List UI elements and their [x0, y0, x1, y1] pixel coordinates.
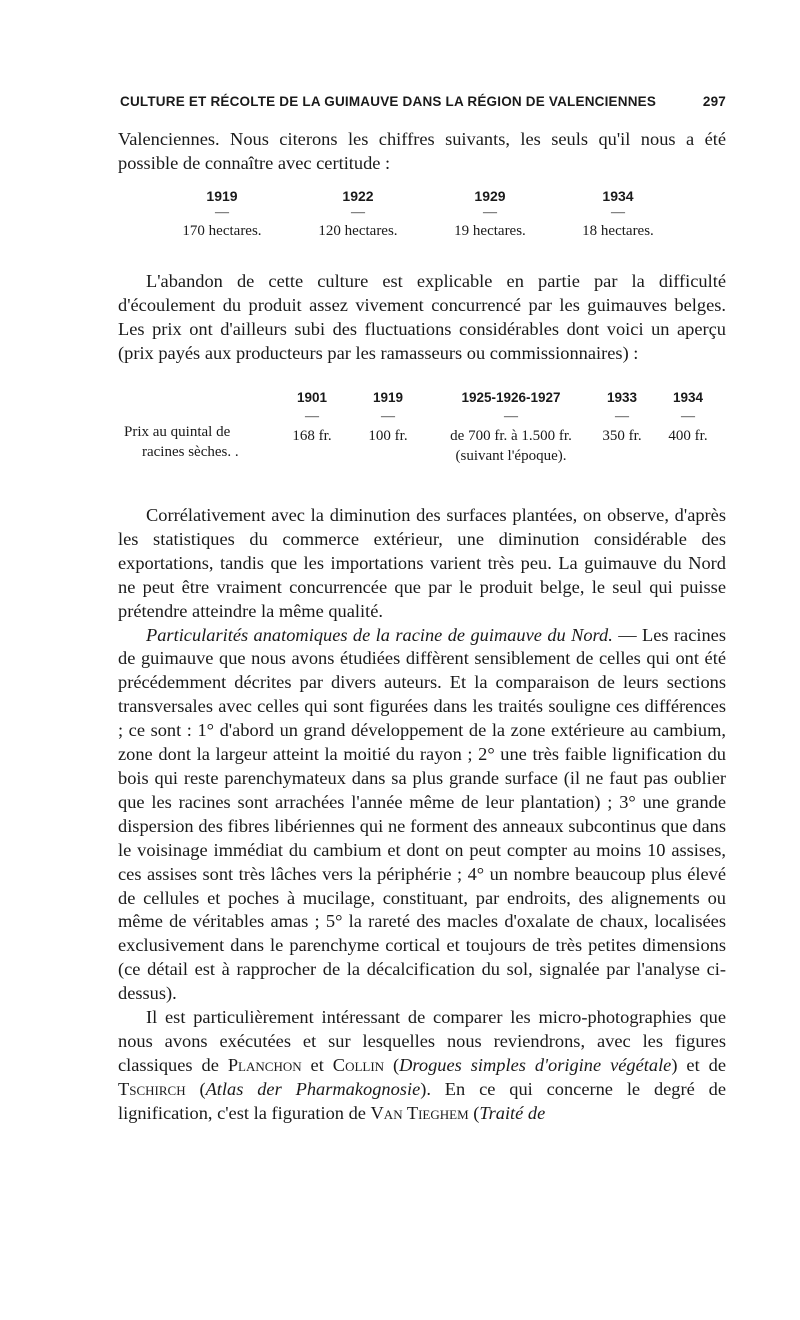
dash-cell: — [615, 409, 629, 424]
paragraph-3: Corrélativement avec la diminution des surfaces plantées, on observe, d'après les statistiques du commerce extérieur, une diminution considérable des exportations, tandis que les importations varient très peu. La guimauve du Nord ne peut être vraiment concurrencée que par le produit belge, le seul qui puisse prétendre atteindre la même qualité. [118, 505, 726, 621]
value-cell: 100 fr. [368, 428, 408, 444]
text-run: ( [468, 1102, 480, 1123]
table-prix [118, 388, 726, 480]
year-cell: 1934 [672, 390, 704, 405]
dash-cell: — [504, 409, 518, 424]
section-heading: Particularités anatomiques de la racine de guimauve du Nord. [146, 624, 613, 645]
value-cell: de 700 fr. à 1.500 fr. [450, 428, 572, 444]
dash-cell: — [305, 409, 319, 424]
table-surfaces-col-1922 [314, 186, 402, 242]
dash-cell: — [381, 409, 395, 424]
value-cell: 19 hectares. [454, 223, 526, 239]
year-cell: 1934 [602, 188, 634, 204]
paragraph-2: L'abandon de cette culture est explicable en partie par la difficulté d'écoulement du produit assez vivement concurrencé par les guimauves belges. Les prix ont d'ailleurs subi des fluctuations considérables dont voici un aperçu (prix payés aux producteurs par les ramasseurs ou commissionnaires) : [118, 271, 726, 363]
table-prix-col-1934 [656, 388, 720, 446]
value-cell: 120 hectares. [318, 223, 398, 239]
page-number: 297 [702, 94, 726, 109]
text-run: ). En ce qui concerne le degré de lignification, c'est la figuration de [118, 1078, 726, 1123]
year-cell: 1925-1926-1927 [461, 390, 561, 405]
dash-cell: — [351, 205, 365, 220]
year-cell: 1919 [372, 390, 404, 405]
paragraph-prix-intro [118, 270, 726, 366]
value-cell: 400 fr. [668, 428, 708, 444]
paragraph-4 [118, 624, 726, 1007]
paragraph-5 [118, 1006, 726, 1126]
year-cell: 1901 [296, 390, 328, 405]
text-run: ) et de [671, 1054, 726, 1075]
paragraph-intro [118, 128, 726, 176]
value-cell: 168 fr. [292, 428, 332, 444]
year-cell: 1922 [342, 188, 374, 204]
table-prix-col-1925-1927 [434, 388, 588, 466]
paragraph-1: Valenciennes. Nous citerons les chiffres suivants, les seuls qu'il nous a été possible de connaître avec certitude : [118, 129, 726, 173]
year-cell: 1929 [474, 188, 506, 204]
table-surfaces-col-1919 [178, 186, 266, 242]
value-cell: 350 fr. [602, 428, 642, 444]
book-title: Atlas der Pharmakognosie [205, 1078, 421, 1099]
row-label-line-2: racines sèches. . [142, 444, 239, 460]
table-surfaces [118, 186, 726, 246]
table-surfaces-col-1934 [574, 186, 662, 242]
row-label-line-1: Prix au quintal de [124, 424, 231, 440]
author-name: Tschirch [118, 1078, 186, 1099]
table-surfaces-col-1929 [446, 186, 534, 242]
note-cell: (suivant l'époque). [455, 448, 567, 464]
text-run: ( [384, 1054, 400, 1075]
book-title: Traité de [479, 1102, 546, 1123]
value-cell: 170 hectares. [182, 223, 262, 239]
year-cell: 1933 [606, 390, 638, 405]
table-prix-col-1919 [352, 388, 424, 446]
book-title: Drogues simples d'origine végétale [399, 1054, 672, 1075]
table-prix-row-label [124, 422, 239, 462]
body-text [118, 504, 726, 1126]
text-run: Il est particulièrement intéressant de comparer les micro-photographies que nous avons exécutées et sur lesquelles nous reviendrons, avec les figures classiques de [118, 1007, 726, 1075]
text-run: et [301, 1054, 333, 1075]
table-prix-col-1933 [592, 388, 652, 446]
dash-cell: — [611, 205, 625, 220]
running-title: CULTURE ET RÉCOLTE DE LA GUIMAUVE DANS LA RÉGION DE VALENCIENNES [120, 94, 657, 109]
text-run: ( [185, 1078, 206, 1099]
value-cell: 18 hectares. [582, 223, 654, 239]
table-prix-col-1901 [276, 388, 348, 446]
year-cell: 1919 [206, 188, 238, 204]
author-name: Planchon [227, 1054, 302, 1075]
paragraph-4-body: — Les racines de guimauve que nous avons étudiées diffèrent sensiblement de celles qui ont été précédemment décrites par divers auteurs. Et la comparaison de leurs sections transversales avec celles qui sont figurées dans les traités souligne ces différences ; ce sont : 1° d'abord un grand développement de la zone extérieure au cambium, zone dont la largeur atteint la moitié du rayon ; 2° une très faible lignification du bois qui reste parenchymateux dans sa plus grande surface (il ne faut pas oublier que les racines sont arrachées l'année même de leur plantation) ; 3° une grande dispersion des fibres libériennes qui ne forment des anneaux subcontinus que dans le voisinage immédiat du cambium et dont on peut compter au moins 10 assises, ces assises sont très lâches vers la périphérie ; 4° un nombre beaucoup plus élevé de cellules et poches à mucilage, constituant, par endroits, des alignements ou même de véritables amas ; 5° la rareté des macles d'oxalate de chaux, localisées exclusivement dans le parenchyme cortical et toujours de très petites dimensions (ce détail est à rapprocher de la décalcification du sol, signalée par l'analyse ci-dessus). [118, 624, 727, 1004]
author-name: Collin [332, 1054, 385, 1075]
dash-cell: — [681, 409, 695, 424]
dash-cell: — [215, 205, 229, 220]
author-name: Van Tieghem [370, 1102, 469, 1123]
dash-cell: — [483, 205, 497, 220]
